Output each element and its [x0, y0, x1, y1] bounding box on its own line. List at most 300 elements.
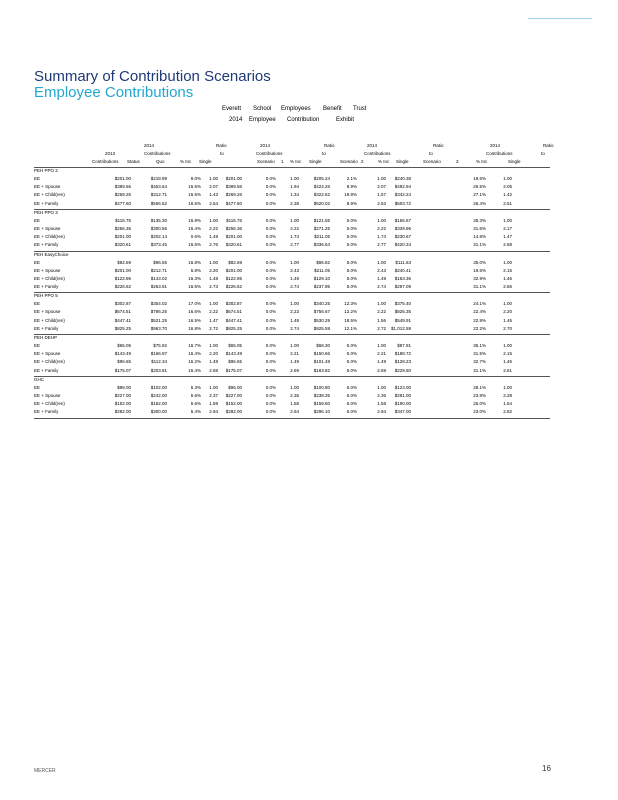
header-cell: 1 [281, 159, 284, 164]
coverage-tier: EE + Child(ren) [34, 234, 65, 240]
table-cell: $447.41 [225, 317, 242, 323]
header-cell: Single [199, 159, 212, 164]
table-cell: $530.29 [313, 317, 330, 323]
table-cell: 1.47 [503, 234, 512, 240]
table-cell: $238.35 [313, 392, 330, 398]
table-cell: $281.00 [394, 392, 411, 398]
table-cell: 2.74 [290, 284, 299, 290]
table-cell: 5.0% [346, 343, 357, 348]
header-cell: Contributions [144, 151, 171, 156]
coverage-tier: EE [34, 343, 41, 348]
table-cell: $520.02 [313, 200, 330, 206]
coverage-tier: EE + Spouse [34, 184, 61, 190]
table-cell: 1.46 [503, 275, 512, 281]
table-cell: $82.69 [228, 259, 242, 265]
table-row [34, 260, 550, 268]
table-cell: $282.00 [114, 409, 131, 415]
table-cell: 0.0% [265, 217, 276, 223]
header-cell: Status [127, 159, 140, 164]
table-cell: $150.66 [313, 351, 330, 357]
table-cell: $302.87 [114, 301, 131, 307]
header-row-years [34, 143, 554, 151]
table-cell: 12.1% [344, 325, 357, 331]
table-cell: $282.00 [225, 409, 242, 415]
header-cell: Contributions [486, 151, 513, 156]
table-cell: 1.49 [377, 275, 386, 281]
table-row [34, 401, 550, 409]
table-cell: $453.64 [150, 184, 167, 190]
table-cell: 16.5% [188, 192, 201, 198]
table-cell: 12.3% [344, 301, 357, 307]
table-cell: 6.6% [190, 401, 201, 407]
table-cell: 1.00 [377, 384, 386, 390]
table-cell: $135.30 [150, 217, 167, 223]
header-cell: Single [309, 159, 322, 164]
table-cell: 31.5% [473, 351, 486, 357]
table-cell: 0.0% [265, 409, 276, 415]
table-cell: 32.9% [473, 275, 486, 281]
coverage-tier: EE + Child(ren) [34, 317, 65, 323]
table-cell: $87.91 [397, 343, 411, 348]
table-cell: $339.96 [394, 225, 411, 231]
table-cell: 5.8% [190, 267, 201, 273]
table-cell: $603.72 [394, 200, 411, 206]
table-cell: 1.58 [290, 401, 299, 407]
table-cell: 2.20 [503, 309, 512, 315]
table-cell: 2.20 [209, 351, 218, 357]
table-cell: 1.49 [290, 359, 299, 365]
table-cell: $925.59 [313, 325, 330, 331]
header-cell: to [220, 151, 224, 156]
table-cell: 1.00 [209, 259, 218, 265]
table-bottom-divider [34, 418, 550, 419]
plan-group-label [34, 252, 550, 260]
table-cell: 0.0% [265, 176, 276, 181]
header-cell: 2014 [144, 143, 155, 148]
table-cell: $201.00 [114, 267, 131, 273]
coverage-tier: EE + Family [34, 242, 59, 248]
table-cell: $226.62 [114, 284, 131, 290]
table-cell: $96.65 [117, 359, 131, 365]
table-cell: $237.95 [313, 284, 330, 290]
table-cell: $549.91 [394, 317, 411, 323]
table-cell: $212.71 [150, 267, 167, 273]
table-cell: 35.1% [473, 343, 486, 348]
table-cell: 1.00 [209, 176, 218, 181]
header-cell: to [541, 151, 545, 156]
table-cell: 35.0% [473, 259, 486, 265]
header-cell: Ratio [543, 143, 554, 148]
table-cell: 0.0% [265, 392, 276, 398]
table-cell: $218.99 [150, 176, 167, 181]
exhibit-word: School [253, 106, 272, 112]
table-cell: $227.00 [114, 392, 131, 398]
table-cell: 1.56 [377, 317, 386, 323]
table-cell: $122.95 [225, 275, 242, 281]
coverage-tier: EE [34, 176, 41, 181]
table-cell: 6.3% [190, 384, 201, 390]
table-cell: $159.60 [313, 401, 330, 407]
table-cell: 1.34 [290, 192, 299, 198]
coverage-tier: EE + Spouse [34, 309, 61, 315]
table-cell: 1.46 [503, 359, 512, 365]
coverage-tier: EE + Family [34, 409, 59, 415]
header-cell: Ratio [216, 143, 227, 148]
table-cell: $477.60 [225, 200, 242, 206]
table-cell: 1.48 [209, 359, 218, 365]
table-cell: 2.74 [377, 284, 386, 290]
table-cell: 16.4% [188, 367, 201, 373]
table-cell: 2.15 [503, 267, 512, 273]
table-cell: 16.7% [188, 343, 201, 348]
table-cell: 16.5% [188, 317, 201, 323]
header-cell: % Inc [290, 159, 302, 164]
table-cell: $211.05 [314, 267, 330, 273]
table-cell: 19.6% [473, 267, 486, 273]
page-title: Summary of Contribution Scenarios [34, 68, 271, 85]
table-cell: 2.76 [209, 242, 218, 248]
table-cell: $111.63 [395, 259, 411, 265]
table-cell: $354.02 [150, 301, 167, 307]
table-cell: 1.58 [377, 401, 386, 407]
table-cell: 19.6% [473, 176, 486, 181]
table-cell: 27.1% [473, 192, 486, 198]
table-cell: 12.2% [344, 309, 357, 315]
plan-name: PEH PPO 3 [34, 209, 58, 215]
table-cell: $75.92 [153, 343, 167, 348]
header-cell: to [322, 151, 326, 156]
header-cell: % Inc [476, 159, 488, 164]
table-cell: $188.72 [394, 351, 411, 357]
table-cell: $96.65 [228, 359, 242, 365]
plan-name: GHC [34, 376, 44, 382]
table-cell: $389.56 [225, 184, 242, 190]
coverage-tier: EE + Spouse [34, 225, 61, 231]
table-cell: 0.0% [265, 401, 276, 407]
table-cell: 2.21 [377, 351, 386, 357]
table-cell: 2.68 [503, 242, 512, 248]
footer-brand: MERCER [34, 768, 56, 774]
table-cell: $825.25 [114, 325, 131, 331]
header-cell: Quo [156, 159, 165, 164]
table-cell: $230.67 [394, 234, 411, 240]
table-cell: 0.0% [265, 343, 276, 348]
table-cell: 2.77 [377, 242, 386, 248]
table-cell: 1.48 [209, 275, 218, 281]
table-cell: $240.38 [394, 176, 411, 181]
table-cell: 2.28 [503, 392, 512, 398]
plan-group-label [34, 335, 550, 343]
exhibit-word: Trust [353, 106, 367, 112]
table-cell: $201.00 [225, 176, 242, 181]
table-cell: $342.24 [394, 192, 411, 198]
table-cell: 16.2% [188, 359, 201, 365]
table-cell: 2.22 [377, 309, 386, 315]
header-cell: Scenario [257, 159, 275, 164]
table-cell: 16.9% [188, 217, 201, 223]
table-cell: $1,012.59 [390, 325, 411, 331]
table-cell: 2.61 [503, 367, 512, 373]
table-cell: 2.23 [290, 309, 299, 315]
table-cell: 1.00 [503, 259, 512, 265]
exhibit-word: Employee [249, 117, 276, 123]
table-cell: $300.00 [150, 409, 167, 415]
contribution-table [34, 143, 554, 419]
table-cell: 22.4% [473, 309, 486, 315]
table-cell: 2.38 [290, 200, 299, 206]
header-cell: Ratio [433, 143, 444, 148]
table-cell: 25.0% [473, 401, 486, 407]
coverage-tier: EE [34, 217, 41, 223]
table-cell: 0.0% [265, 275, 276, 281]
table-cell: 2.37 [209, 392, 218, 398]
table-cell: $269.26 [225, 192, 242, 198]
table-cell: 2.69 [290, 367, 299, 373]
table-cell: $86.82 [316, 259, 330, 265]
table-cell: $183.82 [313, 367, 330, 373]
table-cell: $115.76 [226, 217, 242, 223]
table-cell: 1.00 [377, 301, 386, 307]
top-accent-line [528, 18, 592, 19]
table-cell: 2.15 [503, 351, 512, 357]
table-cell: $389.56 [114, 184, 131, 190]
table-cell: 18.5% [344, 317, 357, 323]
table-cell: 5.0% [346, 392, 357, 398]
table-cell: 1.49 [290, 275, 299, 281]
table-cell: 1.00 [377, 176, 386, 181]
coverage-tier: EE + Child(ren) [34, 401, 65, 407]
table-row [34, 409, 550, 417]
table-row [34, 268, 550, 276]
coverage-tier: EE [34, 259, 41, 265]
table-cell: 0.0% [265, 284, 276, 290]
header-cell: 2014 [490, 143, 501, 148]
table-cell: 1.49 [377, 359, 386, 365]
table-cell: $347.00 [394, 409, 411, 415]
table-cell: $152.00 [114, 401, 131, 407]
plan-group-label [34, 293, 550, 301]
table-cell: $240.41 [394, 267, 411, 273]
table-cell: 2.1% [346, 176, 357, 181]
table-cell: 2.66 [503, 284, 512, 290]
table-cell: $96.00 [228, 384, 242, 390]
table-cell: $227.00 [225, 392, 242, 398]
table-cell: 19.8% [344, 192, 357, 198]
table-cell: $205.24 [313, 176, 330, 181]
table-cell: 5.0% [346, 234, 357, 240]
table-row [34, 242, 550, 250]
table-row [34, 301, 550, 309]
table-row [34, 201, 550, 209]
table-cell: 1.00 [377, 217, 386, 223]
table-cell: $163.36 [394, 275, 411, 281]
table-cell: 28.1% [473, 384, 486, 390]
table-cell: $203.81 [150, 367, 167, 373]
table-row [34, 234, 550, 242]
table-cell: 1.00 [377, 259, 386, 265]
table-cell: $123.00 [394, 384, 411, 390]
table-cell: $492.94 [394, 184, 411, 190]
table-cell: 2.68 [209, 367, 218, 373]
table-cell: 0.0% [265, 351, 276, 357]
table-cell: $156.67 [394, 217, 411, 223]
coverage-tier: EE + Family [34, 200, 59, 206]
table-cell: $115.76 [115, 217, 131, 223]
table-row [34, 226, 550, 234]
table-row [34, 218, 550, 226]
table-cell: 1.00 [209, 343, 218, 348]
table-row [34, 192, 550, 200]
table-row [34, 343, 550, 351]
header-cell: 3 [456, 159, 459, 164]
table-cell: 5.0% [346, 351, 357, 357]
exhibit-word: Contribution [287, 117, 320, 123]
table-cell: 2.77 [290, 242, 299, 248]
table-cell: $263.91 [150, 284, 167, 290]
table-cell: $175.07 [225, 367, 242, 373]
table-cell: 23.8% [473, 392, 486, 398]
header-cell: 2014 [367, 143, 378, 148]
table-cell: 2.73 [209, 284, 218, 290]
table-cell: 1.00 [290, 259, 299, 265]
page-number: 16 [542, 764, 551, 773]
table-cell: $424.26 [313, 184, 330, 190]
coverage-tier: EE + Family [34, 325, 59, 331]
table-cell: $65.05 [228, 343, 242, 348]
table-cell: 0.0% [265, 184, 276, 190]
table-cell: 1.43 [209, 192, 218, 198]
table-cell: $128.23 [394, 359, 411, 365]
table-cell: $143.49 [114, 351, 131, 357]
table-cell: 2.54 [209, 200, 218, 206]
header-cell: Contributions [364, 151, 391, 156]
table-cell: 14.8% [473, 234, 486, 240]
table-cell: $296.10 [313, 409, 330, 415]
table-cell: $297.09 [394, 284, 411, 290]
header-cell: 2014 [260, 143, 271, 148]
table-cell: $300.56 [150, 225, 167, 231]
table-cell: $201.00 [225, 267, 242, 273]
table-cell: 1.74 [377, 234, 386, 240]
table-cell: 16.6% [188, 309, 201, 315]
coverage-tier: EE [34, 301, 41, 307]
table-cell: $556.52 [150, 200, 167, 206]
table-cell: 16.4% [188, 351, 201, 357]
table-cell: 1.00 [290, 343, 299, 348]
table-cell: 1.47 [209, 317, 218, 323]
table-cell: $269.26 [114, 192, 131, 198]
header-cell: Contributions [92, 159, 119, 164]
plan-name: PEH EasyChoice [34, 251, 69, 257]
table-cell: $211.05 [314, 234, 330, 240]
exhibit-word: 2014 [229, 117, 243, 123]
table-cell: $226.62 [225, 284, 242, 290]
header-cell: 2013 [105, 151, 116, 156]
table-cell: 2.21 [290, 351, 299, 357]
table-cell: $96.55 [153, 259, 167, 265]
table-cell: 31.1% [473, 242, 486, 248]
table-cell: 2.07 [209, 184, 218, 190]
coverage-tier: EE + Child(ren) [34, 275, 65, 281]
table-cell: 5.0% [346, 225, 357, 231]
table-cell: $201.00 [225, 234, 242, 240]
table-cell: $162.00 [150, 401, 167, 407]
table-cell: $190.00 [394, 401, 411, 407]
table-cell: 1.00 [290, 301, 299, 307]
table-cell: 0.6% [190, 234, 201, 240]
table-cell: 31.1% [473, 367, 486, 373]
table-cell: 2.05 [503, 184, 512, 190]
table-cell: 2.17 [503, 225, 512, 231]
table-cell: 1.46 [503, 317, 512, 323]
header-cell: Contributions [256, 151, 283, 156]
table-cell: $129.10 [313, 275, 330, 281]
table-row [34, 176, 550, 184]
table-cell: 5.0% [346, 217, 357, 223]
table-cell: 2.72 [377, 325, 386, 331]
table-row [34, 309, 550, 317]
table-cell: 1.74 [290, 234, 299, 240]
table-cell: 16.8% [188, 259, 201, 265]
table-cell: $786.25 [150, 309, 167, 315]
plan-name: PEH PPO 5 [34, 293, 58, 299]
table-cell: 5.0% [346, 275, 357, 281]
table-cell: 1.00 [503, 176, 512, 181]
table-cell: 5.0% [346, 384, 357, 390]
table-cell: $65.05 [117, 343, 131, 348]
coverage-tier: EE + Spouse [34, 267, 61, 273]
table-cell: 16.3% [188, 275, 201, 281]
table-cell: 5.0% [346, 409, 357, 415]
table-cell: 2.72 [209, 325, 218, 331]
table-cell: 22.2% [473, 325, 486, 331]
table-cell: 17.0% [188, 301, 201, 307]
table-cell: $322.62 [313, 192, 330, 198]
table-cell: 0.0% [265, 367, 276, 373]
exhibit-word: Exhibit [336, 117, 355, 123]
table-cell: 2.94 [290, 409, 299, 415]
plan-name: PEH PPO 2 [34, 168, 58, 173]
table-cell: 1.48 [290, 317, 299, 323]
table-cell: $477.60 [114, 200, 131, 206]
table-cell: 8.9% [346, 200, 357, 206]
table-cell: $101.48 [313, 359, 330, 365]
table-cell: $100.80 [313, 384, 330, 390]
coverage-tier: EE + Family [34, 367, 59, 373]
table-cell: 1.00 [290, 384, 299, 390]
table-cell: 5.0% [346, 401, 357, 407]
table-cell: $825.25 [225, 325, 242, 331]
table-cell: 31.6% [473, 225, 486, 231]
table-cell: $373.45 [150, 242, 167, 248]
table-cell: $201.00 [114, 176, 131, 181]
header-cell: to [429, 151, 433, 156]
table-cell: $756.67 [313, 309, 330, 315]
table-cell: 1.49 [209, 234, 218, 240]
table-cell: $68.30 [316, 343, 330, 348]
table-cell: 1.00 [377, 343, 386, 348]
table-cell: 2.43 [377, 267, 386, 273]
table-cell: 2.74 [290, 325, 299, 331]
table-cell: $302.87 [225, 301, 242, 307]
table-cell: $447.41 [114, 317, 131, 323]
table-cell: 1.00 [290, 217, 299, 223]
table-cell: $312.71 [150, 192, 167, 198]
table-row [34, 284, 550, 292]
table-cell: $175.07 [114, 367, 131, 373]
exhibit-word: Employees [281, 106, 311, 112]
table-cell: $963.70 [150, 325, 167, 331]
